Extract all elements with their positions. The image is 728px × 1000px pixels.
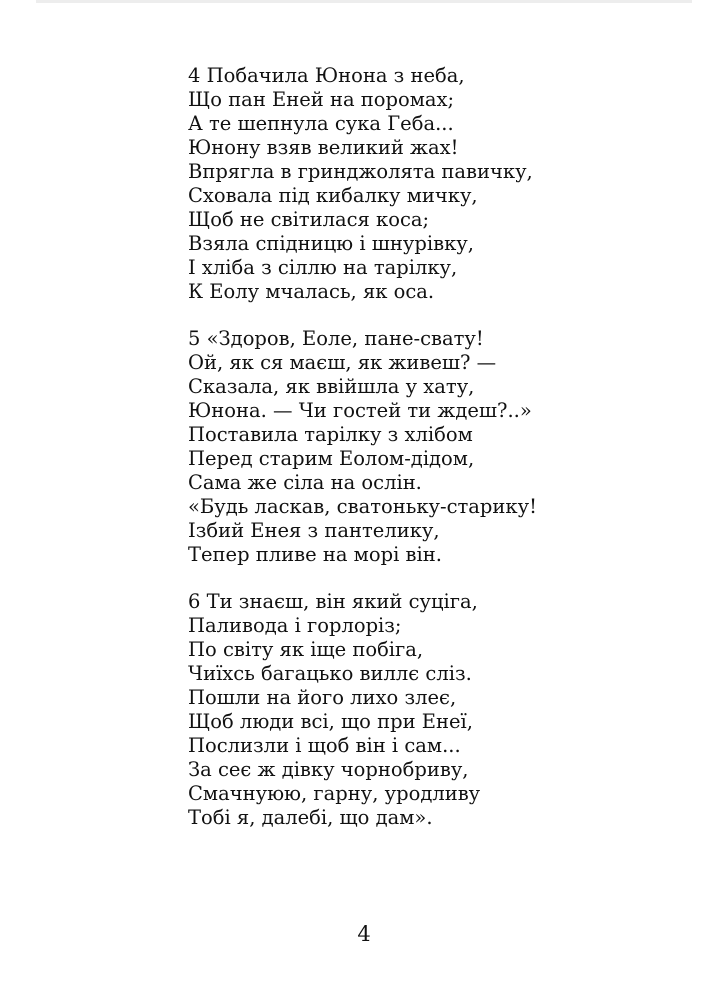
verse-line: Сама же сіла на ослін. (188, 471, 422, 494)
verse-line: Пошли на його лихо злеє, (188, 686, 457, 709)
verse-line: 5 «Здоров, Еоле, пане-свату! (188, 327, 484, 350)
verse-line: А те шепнула сука Геба... (188, 112, 454, 135)
verse-line: Юнону взяв великий жах! (188, 136, 459, 159)
verse-line: Що пан Еней на поромах; (188, 88, 455, 111)
verse-line: Тепер пливе на морі він. (188, 543, 442, 566)
verse-line: К Еолу мчалась, як оса. (188, 280, 435, 303)
verse-line: За сеє ж дівку чорнобриву, (188, 758, 469, 781)
verse-line: Сховала під кибалку мичку, (188, 184, 478, 207)
stanza-4 (188, 64, 688, 304)
verse-line: Паливода і горлоріз; (188, 614, 402, 637)
page-number: 4 (357, 922, 371, 946)
verse-line: По світу як іще побіга, (188, 638, 424, 661)
verse-line: Щоб не світилася коса; (188, 208, 430, 231)
verse-line: Тобі я, далебі, що дам». (188, 806, 433, 829)
verse-line: Перед старим Еолом-дідом, (188, 447, 475, 470)
stanza-5 (188, 327, 688, 567)
verse-line: Впрягла в гринджолята павичку, (188, 160, 533, 183)
verse-line: Послизли і щоб він і сам... (188, 734, 461, 757)
verse-line: І хліба з сіллю на тарілку, (188, 256, 458, 279)
verse-line: Сказала, як ввійшла у хату, (188, 375, 475, 398)
verse-line: Смачнуюю, гарну, уродливу (188, 782, 481, 805)
verse-line: Взяла спідницю і шнурівку, (188, 232, 474, 255)
top-rule (36, 0, 692, 3)
verse-line: Поставила тарілку з хлібом (188, 423, 473, 446)
verse-line: «Будь ласкав, сватоньку-старику! (188, 495, 537, 518)
verse-line: Ой, як ся маєш, як живеш? — (188, 351, 497, 374)
verse-line: Чиїхсь багацько виллє сліз. (188, 662, 472, 685)
stanza-6 (188, 590, 688, 830)
verse-line: Ізбий Енея з пантелику, (188, 519, 440, 542)
poem-text (188, 64, 688, 853)
verse-line: 6 Ти знаєш, він який суціга, (188, 590, 478, 613)
verse-line: Юнона. — Чи гостей ти ждеш?..» (188, 399, 532, 422)
verse-line: Щоб люди всі, що при Енеї, (188, 710, 473, 733)
verse-line: 4 Побачила Юнона з неба, (188, 64, 465, 87)
